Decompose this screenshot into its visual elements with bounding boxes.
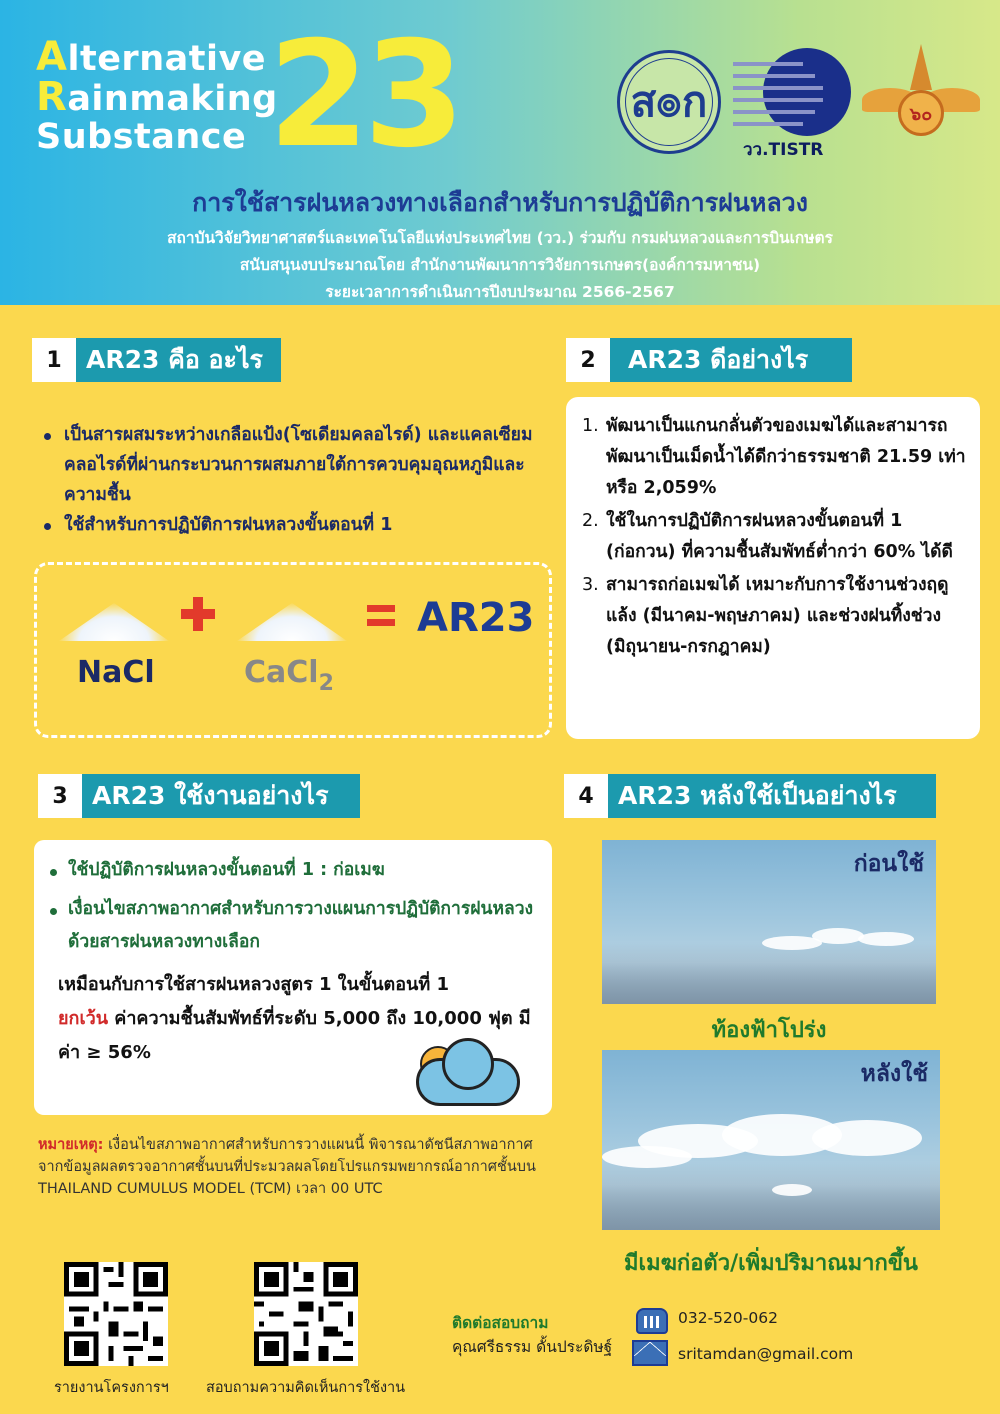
contact-email[interactable]: sritamdan@gmail.com xyxy=(678,1345,854,1363)
formula-nacl: NaCl xyxy=(77,655,155,690)
subtitle-line-3: ระยะเวลาการดำเนินการปีงบประมาณ 2566-2567 xyxy=(325,283,675,301)
page-title: การใช้สารฝนหลวงทางเลือกสำหรับการปฏิบัติการฝนหลวง xyxy=(192,188,808,217)
exception-label: ยกเว้น xyxy=(58,1008,109,1029)
qr-survey-caption: สอบถามความคิดเห็นการใช้งาน xyxy=(206,1380,406,1396)
section-4-title: AR23 หลังใช้เป็นอย่างไร xyxy=(608,774,936,818)
formula-result: AR23 xyxy=(417,595,535,641)
section-1-bullet: เป็นสารผสมระหว่างเกลือแป้ง(โซเดียมคลอไรด์) และแคลเซียมคลอไรด์ที่ผ่านกระบวนการผสมภายใต้การควบคุมอุณหภูมิและความชื้น xyxy=(42,420,552,510)
section-4-header xyxy=(564,774,936,818)
salt-pile-image xyxy=(237,603,347,641)
before-photo-haze xyxy=(602,942,936,1004)
phone-icon xyxy=(634,1302,672,1336)
brand-number: 23 xyxy=(268,10,460,180)
tistr-logo-stripe xyxy=(733,74,815,78)
brand-line-2: Rainmaking xyxy=(36,74,278,120)
subtitle-line-1: สถาบันวิจัยวิทยาศาสตร์และเทคโนโลยีแห่งประเทศไทย (วว.) ร่วมกับ กรมฝนหลวงและการบินเกษตร xyxy=(167,229,833,247)
equals-icon xyxy=(367,605,395,627)
before-caption: ท้องฟ้าโปร่ง xyxy=(711,1018,827,1043)
brand-line-1: Alternative xyxy=(36,34,267,80)
subtitle-line-2: สนับสนุนงบประมาณโดย สำนักงานพัฒนาการวิจัยการเกษตร(องค์การมหาชน) xyxy=(239,256,761,274)
benefit-item: 3. สามารถก่อเมฆได้ เหมาะกับการใช้งานช่วงฤดูแล้ง (มีนาคม-พฤษภาคม) และช่วงฝนทิ้งช่วง (มิถุนายน-กรกฎาคม) xyxy=(582,575,949,657)
benefit-item: 2. ใช้ในการปฏิบัติการฝนหลวงขั้นตอนที่ 1 (ก่อกวน) ที่ความชื้นสัมพัทธ์ต่ำกว่า 60% ได้ดี xyxy=(582,511,953,562)
cloud-puff xyxy=(602,1146,692,1168)
tistr-logo xyxy=(733,48,855,158)
tistr-logo-stripe xyxy=(733,110,815,114)
section-2-header xyxy=(566,338,852,382)
section-1-title: AR23 คือ อะไร xyxy=(76,338,281,382)
formula-box xyxy=(34,562,552,738)
partly-cloudy-icon xyxy=(412,1038,522,1110)
brand-wordmark xyxy=(36,34,278,157)
plus-icon xyxy=(181,597,215,631)
section-3-number: 3 xyxy=(38,774,82,818)
weather-condition-text: เหมือนกับการใช้สารฝนหลวงสูตร 1 ในขั้นตอนที่ 1 ยกเว้น ค่าความชื้นสัมพัทธ์ที่ระดับ 5,000 ถึง 10,000 ฟุต มีค่า ≥ 56% xyxy=(58,974,531,1063)
section-3-card xyxy=(34,840,552,1115)
footnote: หมายเหตุ: เงื่อนไขสภาพอากาศสำหรับการวางแผนนี้ พิจารณาดัชนีสภาพอากาศจากข้อมูลผลตรวจอากาศชั้นบนที่ประมวลผลโดยโปรแกรมพยากรณ์อากาศชั้นบน THAILAND CUMULUS MODEL (TCM) เวลา 00 UTC xyxy=(38,1137,536,1197)
section-1-number: 1 xyxy=(32,338,76,382)
section-1-bullet: ใช้สำหรับการปฏิบัติการฝนหลวงขั้นตอนที่ 1 xyxy=(42,510,552,540)
section-2-list xyxy=(582,411,972,665)
after-photo-haze xyxy=(602,1162,940,1230)
salt-pile-image xyxy=(59,603,169,641)
royal-emblem-logo xyxy=(862,40,980,150)
section-3-bullets xyxy=(48,854,538,965)
usage-bullet: ใช้ปฏิบัติการฝนหลวงขั้นตอนที่ 1 : ก่อเมฆ xyxy=(48,854,538,887)
usage-bullet: เงื่อนไขสภาพอากาศสำหรับการวางแผนการปฏิบัติการฝนหลวงด้วยสารฝนหลวงทางเลือก xyxy=(48,893,538,959)
section-4-number: 4 xyxy=(564,774,608,818)
tistr-logo-stripe xyxy=(733,98,823,102)
contact-phone[interactable]: 032-520-062 xyxy=(678,1309,778,1327)
contact-heading: ติดต่อสอบถาม xyxy=(452,1314,549,1332)
section-1-bullets xyxy=(42,420,552,540)
phone-icon-keys xyxy=(644,1316,660,1328)
before-label: ก่อนใช้ xyxy=(853,851,924,877)
header-banner xyxy=(0,0,1000,305)
section-2-card xyxy=(566,397,980,739)
after-label: หลังใช้ xyxy=(860,1061,928,1087)
brand-line-3: Substance xyxy=(36,117,247,157)
tistr-logo-stripe xyxy=(733,62,803,66)
qr-code-survey[interactable] xyxy=(254,1262,358,1366)
arda-logo-ring xyxy=(625,58,713,146)
benefit-item: 1. พัฒนาเป็นแกนกลั่นตัวของเมฆได้และสามารถพัฒนาเป็นเม็ดน้ำได้ดีกว่าธรรมชาติ 21.59 เท่า หรือ 2,059% xyxy=(582,416,966,498)
cloud-icon-bump xyxy=(442,1038,494,1090)
section-3-header xyxy=(38,774,360,818)
after-caption: มีเมฆก่อตัว/เพิ่มปริมาณมากขึ้น xyxy=(624,1251,918,1276)
cloud-puff xyxy=(858,932,914,946)
emblem-seal: ๖๐ xyxy=(898,90,944,136)
tistr-logo-stripe xyxy=(733,86,823,90)
mail-icon xyxy=(632,1340,668,1366)
cloud-puff xyxy=(812,928,864,944)
section-2-title: AR23 ดีอย่างไร xyxy=(610,338,852,382)
qr-code-report[interactable] xyxy=(64,1262,168,1366)
cloud-puff xyxy=(772,1184,812,1196)
cloud-puff xyxy=(812,1120,922,1156)
tistr-logo-stripe xyxy=(733,122,803,126)
before-photo xyxy=(602,840,936,1004)
section-1-header xyxy=(32,338,281,382)
section-2-number: 2 xyxy=(566,338,610,382)
arda-logo-mark: ส๏ก xyxy=(630,77,708,126)
section-3-title: AR23 ใช้งานอย่างไร xyxy=(82,774,360,818)
qr-report-caption: รายงานโครงการฯ xyxy=(54,1380,169,1396)
contact-name: คุณศรีธรรม ดั้นประดิษฐ์ xyxy=(452,1338,613,1356)
after-photo xyxy=(602,1050,940,1230)
arda-logo xyxy=(617,50,721,154)
tistr-logo-text: วว.TISTR xyxy=(743,140,824,160)
formula-cacl2: CaCl$_2$ xyxy=(244,655,334,696)
emblem-crown xyxy=(910,44,932,90)
